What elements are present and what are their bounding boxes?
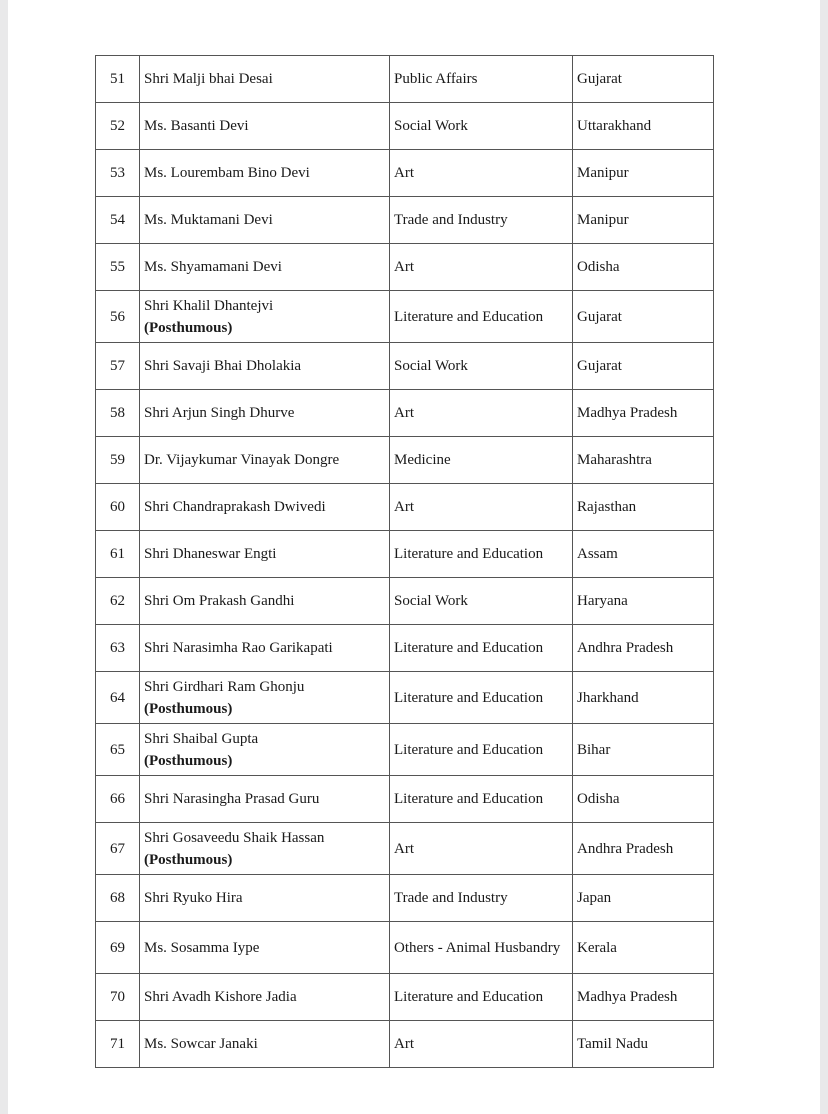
awardee-name: Ms. Sowcar Janaki (144, 1036, 258, 1052)
table-row (96, 244, 714, 291)
field-cell: Public Affairs (390, 56, 573, 103)
awardee-name-cell (140, 776, 390, 823)
awardee-name-cell (140, 390, 390, 437)
awardee-name: Ms. Sosamma Iype (144, 939, 260, 956)
posthumous-note: (Posthumous) (144, 752, 233, 769)
field-cell: Literature and Education (390, 776, 573, 823)
awardee-name: Shri Ryuko Hira (144, 890, 243, 906)
state-cell: Andhra Pradesh (573, 625, 714, 672)
awardee-name-cell (140, 875, 390, 922)
awardee-name: Shri Shaibal Gupta (144, 730, 259, 747)
awardee-name-cell (140, 531, 390, 578)
table-row (96, 625, 714, 672)
state-cell: Maharashtra (573, 437, 714, 484)
table-row (96, 103, 714, 150)
awardee-name: Ms. Shyamamani Devi (144, 259, 282, 275)
state-cell: Manipur (573, 150, 714, 197)
awardee-name-cell (140, 56, 390, 103)
state-cell: Madhya Pradesh (573, 390, 714, 437)
table-row (96, 150, 714, 197)
awardee-name-cell (140, 922, 390, 974)
field-cell: Literature and Education (390, 291, 573, 343)
awardee-name: Shri Dhaneswar Engti (144, 546, 277, 562)
state-cell: Gujarat (573, 291, 714, 343)
state-cell: Assam (573, 531, 714, 578)
table-row (96, 974, 714, 1021)
awardee-name-cell (140, 103, 390, 150)
awardee-name-cell (140, 578, 390, 625)
serial-number: 64 (96, 672, 140, 724)
table-row (96, 56, 714, 103)
field-cell: Social Work (390, 578, 573, 625)
awardee-name: Shri Chandraprakash Dwivedi (144, 499, 326, 515)
awardee-name-cell (140, 291, 390, 343)
field-cell: Trade and Industry (390, 197, 573, 244)
awardee-name-cell (140, 823, 390, 875)
state-cell: Haryana (573, 578, 714, 625)
state-cell: Madhya Pradesh (573, 974, 714, 1021)
awardee-name: Shri Arjun Singh Dhurve (144, 405, 295, 421)
posthumous-note: (Posthumous) (144, 851, 233, 868)
serial-number: 68 (96, 875, 140, 922)
state-cell: Odisha (573, 244, 714, 291)
field-cell: Others - Animal Husbandry (390, 922, 573, 974)
awardee-name: Shri Malji bhai Desai (144, 71, 273, 87)
awardee-name-cell (140, 197, 390, 244)
state-cell: Tamil Nadu (573, 1021, 714, 1068)
awardee-name: Shri Girdhari Ram Ghonju (144, 678, 305, 695)
awardees-table-body (96, 56, 714, 1068)
serial-number: 56 (96, 291, 140, 343)
awardee-name: Shri Narasimha Rao Garikapati (144, 640, 333, 656)
field-cell: Medicine (390, 437, 573, 484)
table-row (96, 578, 714, 625)
serial-number: 63 (96, 625, 140, 672)
serial-number: 51 (96, 56, 140, 103)
table-row (96, 531, 714, 578)
awardee-name-cell (140, 244, 390, 291)
field-cell: Art (390, 484, 573, 531)
awardee-name: Dr. Vijaykumar Vinayak Dongre (144, 452, 340, 468)
state-cell: Uttarakhand (573, 103, 714, 150)
awardee-name: Shri Savaji Bhai Dholakia (144, 358, 302, 374)
field-cell: Literature and Education (390, 974, 573, 1021)
table-row (96, 672, 714, 724)
table-row (96, 776, 714, 823)
awardees-table (95, 55, 714, 1068)
awardee-name-cell (140, 625, 390, 672)
serial-number: 67 (96, 823, 140, 875)
table-row (96, 390, 714, 437)
serial-number: 58 (96, 390, 140, 437)
state-cell: Odisha (573, 776, 714, 823)
awardee-name-cell (140, 437, 390, 484)
serial-number: 54 (96, 197, 140, 244)
field-cell: Trade and Industry (390, 875, 573, 922)
state-cell: Bihar (573, 724, 714, 776)
serial-number: 55 (96, 244, 140, 291)
field-cell: Literature and Education (390, 625, 573, 672)
posthumous-note: (Posthumous) (144, 700, 233, 717)
awardee-name-cell (140, 343, 390, 390)
table-row (96, 922, 714, 974)
table-row (96, 197, 714, 244)
state-cell: Japan (573, 875, 714, 922)
state-cell: Gujarat (573, 56, 714, 103)
state-cell: Rajasthan (573, 484, 714, 531)
table-row (96, 291, 714, 343)
awardee-name-cell (140, 672, 390, 724)
state-cell: Jharkhand (573, 672, 714, 724)
awardee-name: Shri Om Prakash Gandhi (144, 593, 295, 609)
document-page (8, 0, 820, 1114)
field-cell: Art (390, 390, 573, 437)
field-cell: Art (390, 823, 573, 875)
field-cell: Social Work (390, 103, 573, 150)
awardee-name-cell (140, 150, 390, 197)
serial-number: 61 (96, 531, 140, 578)
awardee-name: Ms. Basanti Devi (144, 118, 249, 134)
serial-number: 53 (96, 150, 140, 197)
field-cell: Social Work (390, 343, 573, 390)
field-cell: Literature and Education (390, 672, 573, 724)
serial-number: 60 (96, 484, 140, 531)
awardee-name-cell (140, 974, 390, 1021)
serial-number: 65 (96, 724, 140, 776)
awardee-name-cell (140, 484, 390, 531)
awardee-name: Ms. Muktamani Devi (144, 212, 273, 228)
state-cell: Kerala (573, 922, 714, 974)
field-cell: Art (390, 1021, 573, 1068)
serial-number: 52 (96, 103, 140, 150)
serial-number: 62 (96, 578, 140, 625)
field-cell: Literature and Education (390, 531, 573, 578)
state-cell: Manipur (573, 197, 714, 244)
serial-number: 69 (96, 922, 140, 974)
field-cell: Art (390, 150, 573, 197)
table-row (96, 724, 714, 776)
table-row (96, 1021, 714, 1068)
serial-number: 70 (96, 974, 140, 1021)
state-cell: Gujarat (573, 343, 714, 390)
table-row (96, 875, 714, 922)
field-cell: Literature and Education (390, 724, 573, 776)
table-row (96, 437, 714, 484)
table-row (96, 484, 714, 531)
state-cell: Andhra Pradesh (573, 823, 714, 875)
table-row (96, 343, 714, 390)
awardee-name: Shri Avadh Kishore Jadia (144, 989, 297, 1005)
serial-number: 57 (96, 343, 140, 390)
posthumous-note: (Posthumous) (144, 319, 233, 336)
awardee-name: Ms. Lourembam Bino Devi (144, 165, 310, 181)
serial-number: 59 (96, 437, 140, 484)
awardee-name: Shri Narasingha Prasad Guru (144, 791, 320, 807)
table-row (96, 823, 714, 875)
serial-number: 71 (96, 1021, 140, 1068)
awardee-name: Shri Gosaveedu Shaik Hassan (144, 829, 325, 846)
field-cell: Art (390, 244, 573, 291)
awardee-name-cell (140, 724, 390, 776)
serial-number: 66 (96, 776, 140, 823)
awardee-name: Shri Khalil Dhantejvi (144, 297, 274, 314)
awardee-name-cell (140, 1021, 390, 1068)
